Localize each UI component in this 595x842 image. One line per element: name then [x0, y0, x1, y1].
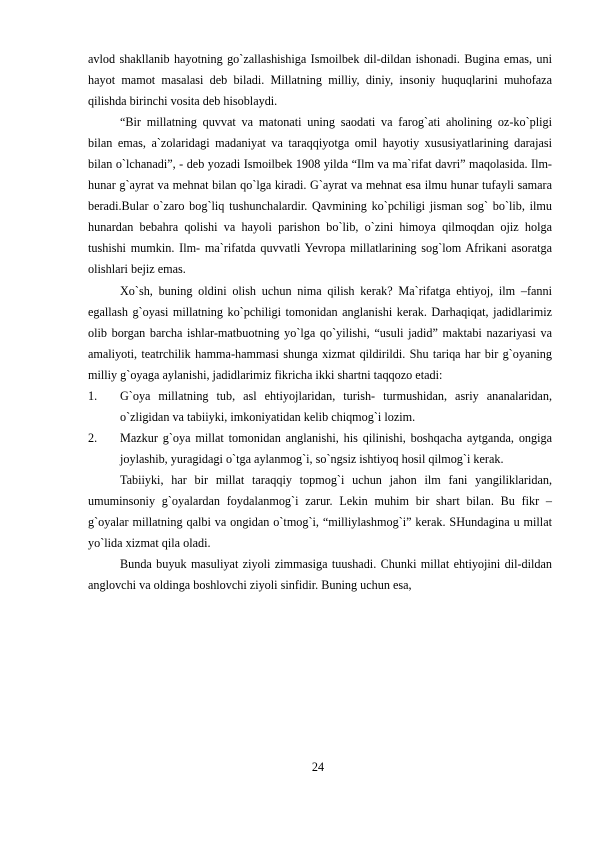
page-number: 24	[311, 760, 325, 774]
paragraph-2: “Bir millatning quvvat va matonati uning saodati va farog`ati aholining oz-ko`pligi bilan emas, a`zolaridagi madaniyat va taraqqiyotga omil hayotiy xususiyatlarining darajasi bilan o`lchanadi”, - deb yozadi Ismoilbek 1908 yilda “Ilm va ma`rifat davri” maqolasida. Ilm-hunar g`ayrat va mehnat bilan qo`lga kiradi. G`ayrat va mehnat esa ilmu hunar tufayli samara beradi.Bular o`zaro bog`liq tushunchalardir. Qavmining ko`pchiligi jisman sog` bo`lib, ilmu hunardan bebahra qolishi va hayoli parishon bo`lib, o`zini himoya qilmoqdan ojiz holga tushishi mumkin. Ilm- ma`rifatda quvvatli Yevropa millatlarining sog`lom Afrikani asoratga olishlari bejiz emas.	[88, 115, 552, 277]
body-text	[88, 49, 552, 596]
paragraph-3: Xo`sh, buning oldini olish uchun nima qilish kerak? Ma`rifatga ehtiyoj, ilm –fanni egallash g`oyasi millatning ko`pchiligi tomonidan anglanishi kerak. Darhaqiqat, jadidlarimiz olib borgan barcha ishlar-matbuotning yo`lga qo`yilishi, “usuli jadid” maktabi nazariyasi va amaliyoti, teatrchilik hamma-hammasi shunga xizmat qildirildi. Shu tariqa har bir g`oyaning milliy g`oyaga aylanishi, jadidlarimiz fikricha ikki shartni taqqozo etadi:	[88, 283, 552, 382]
paragraph-1: avlod shakllanib hayotning go`zallashishiga Ismoilbek dil-dildan ishonadi. Bugina emas, uni hayot mamot masalasi deb biladi. Millatning milliy, diniy, insoniy huquqlarini muhofaza qilishda birinchi vosita deb hisoblaydi.	[88, 52, 552, 109]
list-number: 1.	[88, 388, 98, 403]
list-item-1	[88, 386, 552, 428]
paragraph-4: Tabiiyki, har bir millat taraqqiy topmog`i uchun jahon ilm fani yangiliklaridan, umuminsoniy g`oyalardan foydalanmog`i zarur. Lekin muhim bir shart bilan. Bu fikr – g`oyalar millatning qalbi va ongidan o`tmog`i, “milliylashmog`i” kerak. SHundagina u millat yo`lida xizmat qila oladi.	[88, 472, 552, 551]
paragraph-5: Bunda buyuk masuliyat ziyoli zimmasiga tuushadi. Chunki millat ehtiyojini dil-dildan anglovchi va oldinga boshlovchi ziyoli sinfidir. Buning uchun esa,	[88, 557, 552, 593]
list-text: G`oya millatning tub, asl ehtiyojlaridan, turish- turmushidan, asriy ananalaridan, o`zligidan va tabiiyki, imkoniyatidan kelib chiqmog`i lozim.	[120, 388, 552, 424]
list-text: Mazkur g`oya millat tomonidan anglanishi, his qilinishi, boshqacha aytganda, ongiga joylashib, yuragidagi o`tga aylanmog`i, so`ngsiz ishtiyoq hosil qilmog`i kerak.	[120, 430, 552, 466]
list-number: 2.	[88, 430, 98, 445]
list-item-2	[88, 428, 552, 470]
